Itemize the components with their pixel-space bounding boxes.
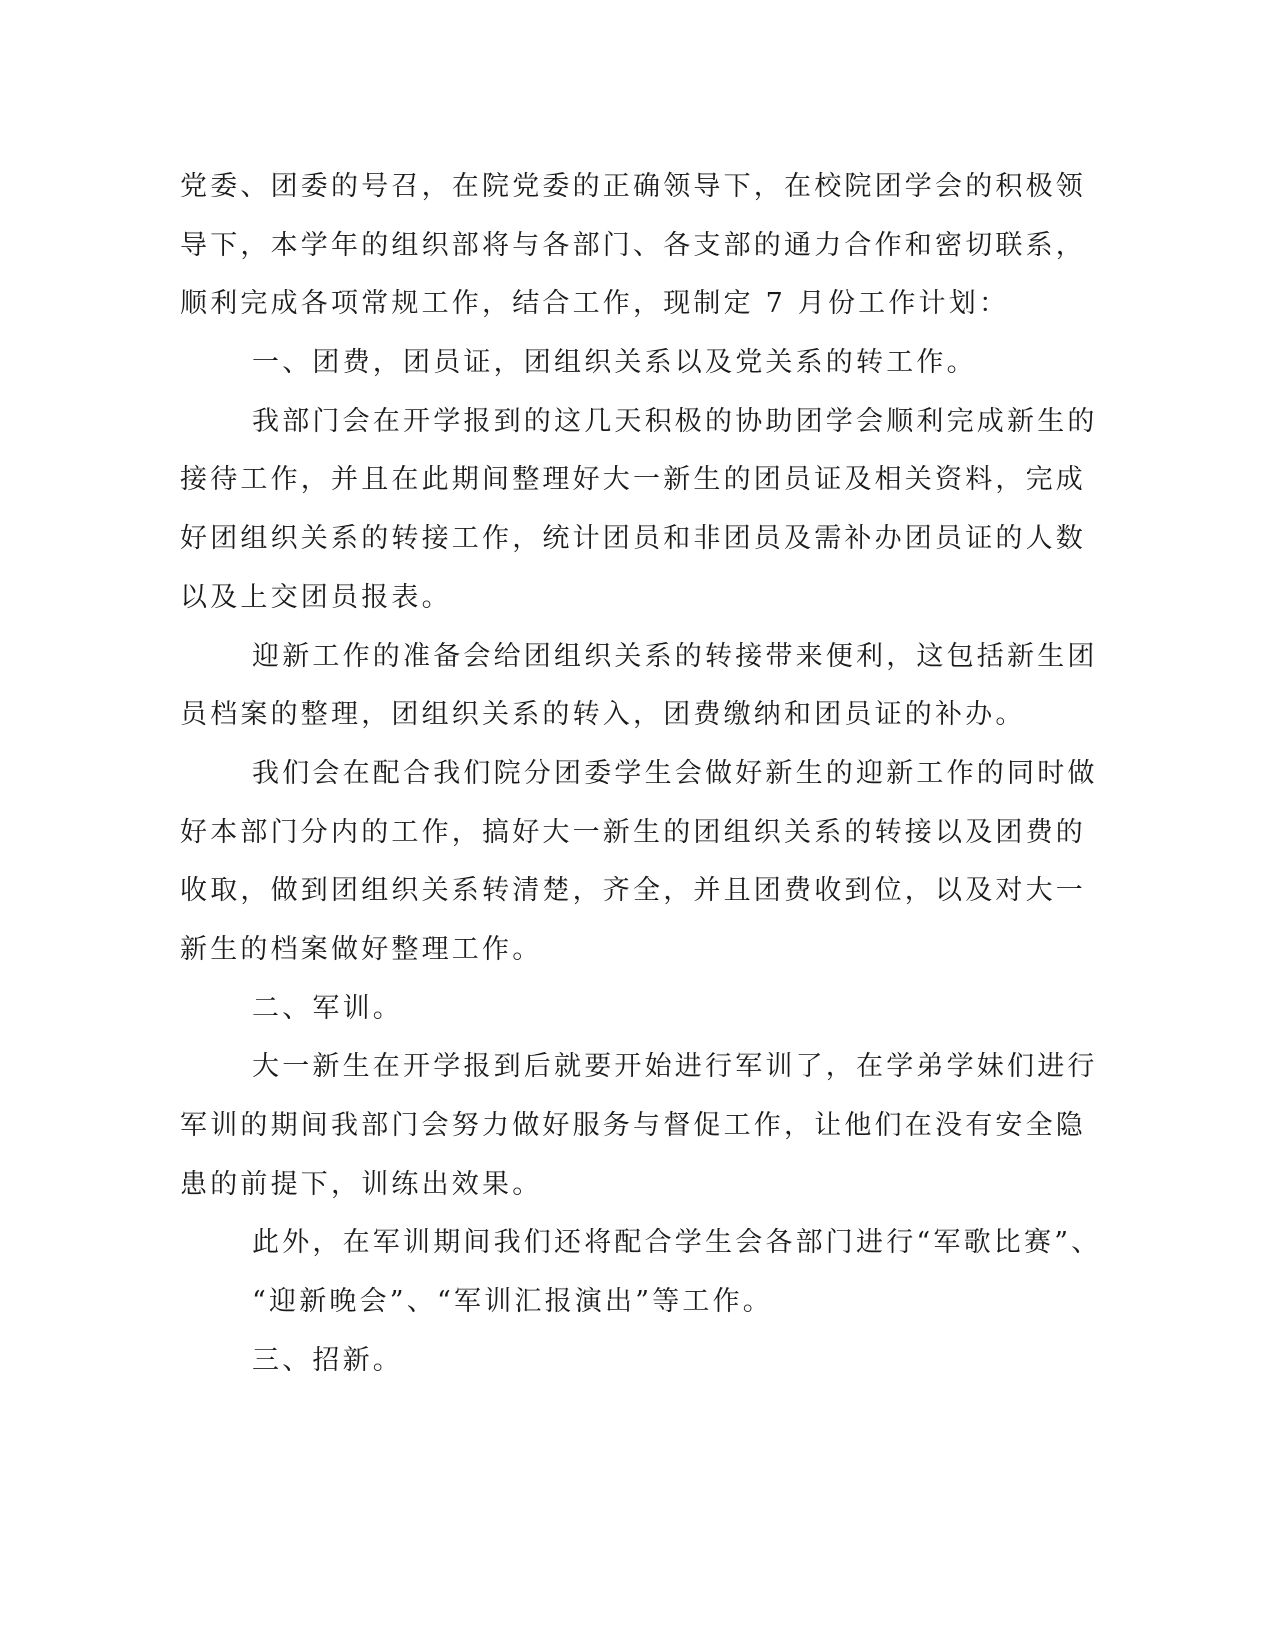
- text-line: 新生的档案做好整理工作。: [180, 933, 543, 965]
- text-line: 此外，在军训期间我们还将配合学生会各部门进行“军歌比赛”、: [252, 1227, 1102, 1259]
- document-body: [180, 158, 1102, 1390]
- text-line: 员档案的整理，团组织关系的转入，团费缴纳和团员证的补办。: [180, 699, 1026, 731]
- text-line: 好本部门分内的工作，搞好大一新生的团组织关系的转接以及团费的: [180, 816, 1086, 848]
- text-line: 以及上交团员报表。: [180, 581, 452, 613]
- text-line: “迎新晚会”、“军训汇报演出”等工作。: [252, 1286, 774, 1318]
- text-line: 接待工作，并且在此期间整理好大一新生的团员证及相关资料，完成: [180, 464, 1086, 496]
- text-line: 我们会在配合我们院分团委学生会做好新生的迎新工作的同时做: [252, 757, 1098, 789]
- text-line: 患的前提下，训练出效果。: [180, 1168, 543, 1200]
- section-heading: 一、团费，团员证，团组织关系以及党关系的转工作。: [252, 347, 977, 379]
- text-line: 收取，做到团组织关系转清楚，齐全，并且团费收到位，以及对大一: [180, 875, 1086, 907]
- text-line: 好团组织关系的转接工作，统计团员和非团员及需补办团员证的人数: [180, 523, 1086, 555]
- text-line: 迎新工作的准备会给团组织关系的转接带来便利，这包括新生团: [252, 640, 1098, 672]
- section-heading: 二、军训。: [252, 992, 403, 1024]
- text-line: 我部门会在开学报到的这几天积极的协助团学会顺利完成新生的: [252, 405, 1098, 437]
- text-line: 顺利完成各项常规工作，结合工作，现制定 7 月份工作计划：: [180, 288, 1010, 320]
- text-line: 党委、团委的号召，在院党委的正确领导下，在校院团学会的积极领: [180, 171, 1086, 202]
- text-line: 导下，本学年的组织部将与各部门、各支部的通力合作和密切联系，: [180, 229, 1086, 261]
- section-heading: 三、招新。: [252, 1344, 403, 1376]
- text-line: 大一新生在开学报到后就要开始进行军训了，在学弟学妹们进行: [252, 1051, 1098, 1083]
- text-line: 军训的期间我部门会努力做好服务与督促工作，让他们在没有安全隐: [180, 1110, 1086, 1141]
